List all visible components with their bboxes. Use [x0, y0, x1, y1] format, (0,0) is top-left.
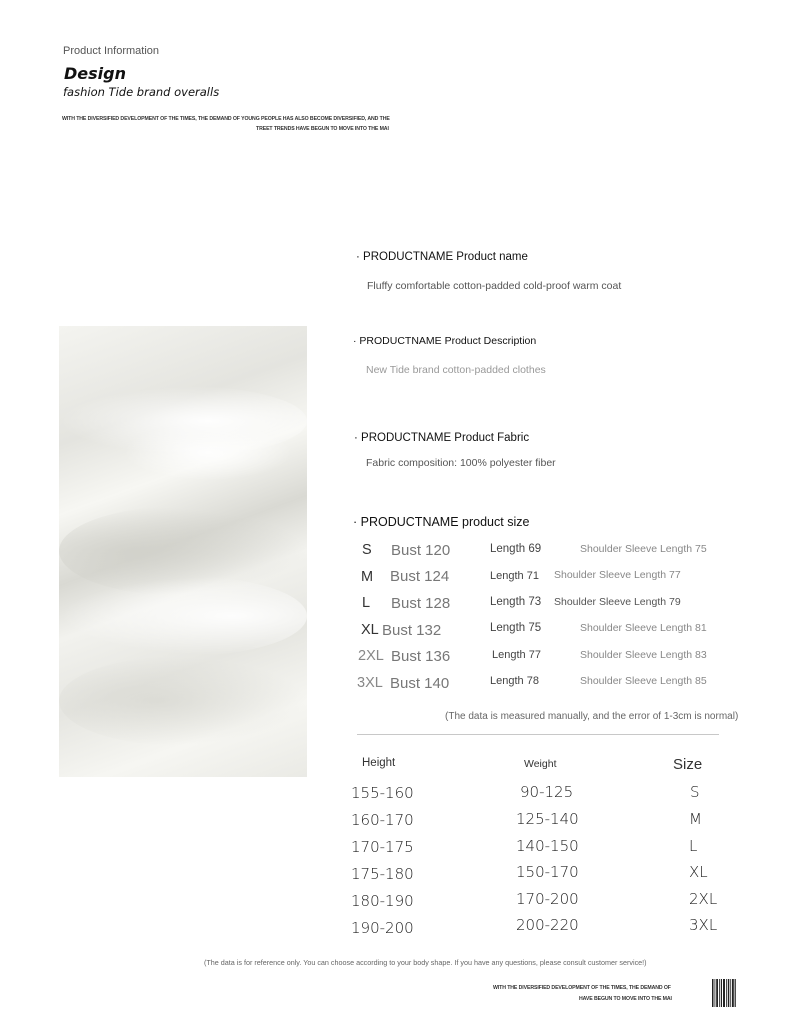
- weight-cell: 90-125: [520, 783, 574, 801]
- size-label: L: [362, 595, 371, 611]
- header-tagline-2: TREET TRENDS HAVE BEGUN TO MOVE INTO THE MAI: [256, 126, 389, 132]
- size-cell: 3XL: [689, 916, 718, 934]
- weight-cell: 200-220: [516, 916, 579, 934]
- size-header: Size: [673, 756, 703, 773]
- shoulder-value: Shoulder Sleeve Length 83: [580, 649, 707, 661]
- size-label: S: [362, 542, 372, 558]
- weight-cell: 150-170: [516, 863, 579, 881]
- shoulder-value: Shoulder Sleeve Length 85: [580, 675, 707, 687]
- bust-value: Bust 136: [391, 648, 451, 665]
- product-fabric-value: Fabric composition: 100% polyester fiber: [366, 457, 556, 469]
- measurement-note: (The data is measured manually, and the error of 1-3cm is normal): [445, 711, 739, 722]
- size-cell: 2XL: [689, 890, 718, 908]
- product-name-title: · PRODUCTNAME Product name: [356, 251, 528, 263]
- height-header: Height: [362, 757, 396, 769]
- height-cell: 160-170: [351, 811, 414, 829]
- size-label: M: [361, 569, 374, 585]
- shoulder-value: Shoulder Sleeve Length 81: [580, 622, 707, 634]
- page-subtitle: fashion Tide brand overalls: [63, 85, 220, 99]
- weight-header: Weight: [524, 758, 557, 770]
- header-tagline-1: WITH THE DIVERSIFIED DEVELOPMENT OF THE TIMES, THE DEMAND OF YOUNG PEOPLE HAS ALSO BECOME DIVERSIFIED, AND THE: [62, 116, 390, 122]
- shoulder-value: Shoulder Sleeve Length 79: [554, 596, 681, 608]
- bust-value: Bust 132: [382, 622, 442, 639]
- size-label: XL: [361, 622, 379, 638]
- shoulder-value: Shoulder Sleeve Length 77: [554, 569, 681, 581]
- size-cell: S: [690, 783, 700, 801]
- size-label: 2XL: [358, 648, 384, 664]
- height-cell: 175-180: [351, 865, 414, 883]
- product-description-value: New Tide brand cotton-padded clothes: [366, 364, 546, 376]
- weight-cell: 140-150: [516, 837, 579, 855]
- height-cell: 170-175: [351, 838, 414, 856]
- footer-tagline-1: WITH THE DIVERSIFIED DEVELOPMENT OF THE TIMES, THE DEMAND OF: [493, 985, 671, 991]
- page-title: Design: [64, 64, 126, 83]
- bust-value: Bust 128: [391, 595, 451, 612]
- bust-value: Bust 124: [390, 568, 450, 585]
- fabric-photo: [59, 326, 307, 777]
- height-cell: 180-190: [351, 892, 414, 910]
- length-value: Length 73: [490, 596, 542, 608]
- product-size-title: · PRODUCTNAME product size: [353, 515, 530, 529]
- length-value: Length 69: [490, 543, 542, 555]
- size-label: 3XL: [357, 675, 383, 691]
- length-value: Length 78: [490, 675, 539, 687]
- bust-value: Bust 120: [391, 542, 451, 559]
- bust-value: Bust 140: [390, 675, 450, 692]
- size-cell: XL: [689, 863, 708, 881]
- weight-cell: 125-140: [516, 810, 579, 828]
- length-value: Length 75: [490, 622, 542, 634]
- length-value: Length 77: [492, 649, 541, 661]
- height-cell: 155-160: [351, 784, 414, 802]
- product-fabric-title: · PRODUCTNAME Product Fabric: [354, 432, 530, 444]
- weight-cell: 170-200: [516, 890, 579, 908]
- length-value: Length 71: [490, 570, 539, 582]
- product-name-value: Fluffy comfortable cotton-padded cold-proof warm coat: [367, 280, 622, 292]
- barcode-icon: [712, 979, 736, 1007]
- reference-note: (The data is for reference only. You can choose according to your body shape. If you have any questions, please consult customer service!): [204, 958, 647, 967]
- shoulder-value: Shoulder Sleeve Length 75: [580, 543, 707, 555]
- height-cell: 190-200: [351, 919, 414, 937]
- size-cell: L: [689, 837, 698, 855]
- product-description-title: · PRODUCTNAME Product Description: [353, 335, 537, 347]
- section-label: Product Information: [63, 45, 159, 57]
- divider: [357, 734, 719, 735]
- size-cell: M: [689, 810, 702, 828]
- footer-tagline-2: HAVE BEGUN TO MOVE INTO THE MAI: [579, 996, 672, 1002]
